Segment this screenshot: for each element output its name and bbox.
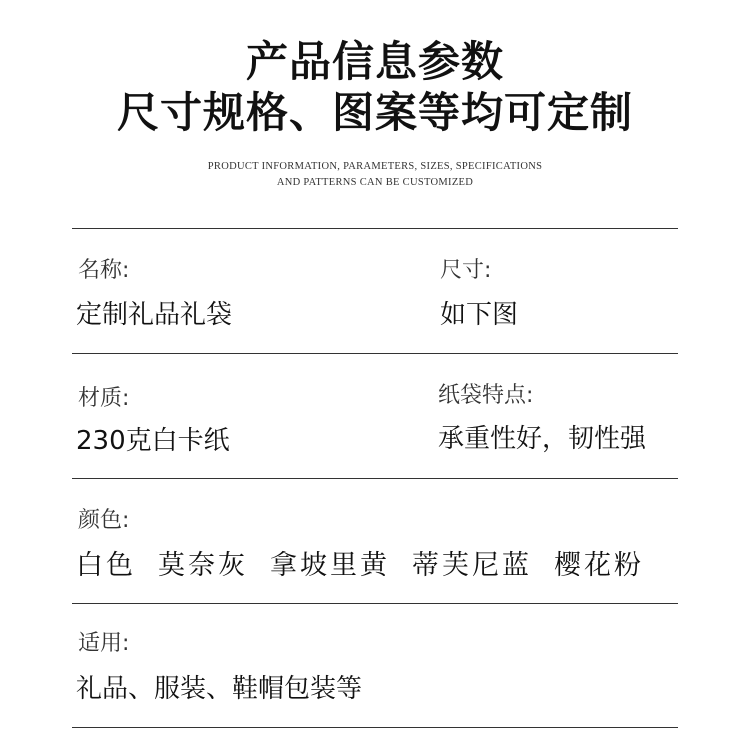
size-label: 尺寸: [440,258,492,283]
divider-bottom [72,727,678,728]
divider-top [72,228,678,229]
material-value: 230克白卡纸 [76,426,230,456]
page-title-line-1: 产品信息参数 [245,37,504,86]
divider-2 [72,353,678,354]
color-option-tiffany-blue: 蒂芙尼蓝 [412,550,532,581]
page-title-line-2: 尺寸规格、图案等均可定制 [116,88,633,137]
name-value: 定制礼品礼袋 [76,300,233,330]
color-label: 颜色: [78,508,130,533]
size-value: 如下图 [440,300,519,330]
color-option-white: 白色 [76,550,136,581]
material-label: 材质: [78,386,130,411]
english-subtitle-line-1: PRODUCT INFORMATION, PARAMETERS, SIZES, SPECIFICATIONS [207,161,543,172]
features-label: 纸袋特点: [438,383,534,408]
color-option-monet-grey: 莫奈灰 [158,550,248,581]
english-subtitle-line-2: AND PATTERNS CAN BE CUSTOMIZED [276,177,474,188]
divider-3 [72,478,678,479]
usage-value: 礼品、服装、鞋帽包装等 [76,674,363,704]
color-option-naples-yellow: 拿坡里黄 [270,550,390,581]
divider-4 [72,603,678,604]
color-options [76,549,644,583]
usage-label: 适用: [78,631,130,656]
color-option-sakura-pink: 樱花粉 [554,550,644,581]
name-label: 名称: [78,258,130,283]
features-value: 承重性好，韧性强 [438,424,647,454]
